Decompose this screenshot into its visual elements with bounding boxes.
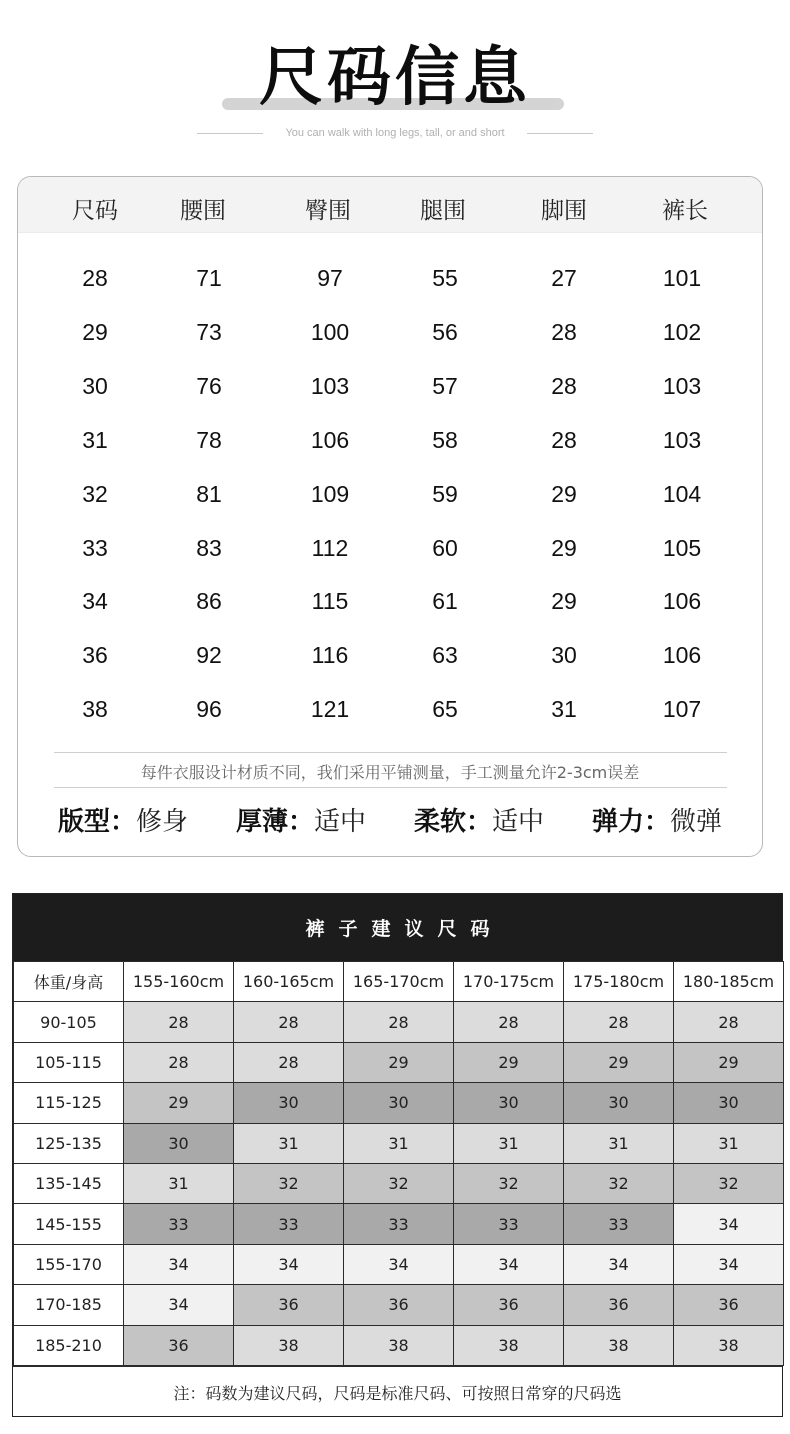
- recommendation-title: 裤子建议尺码: [13, 894, 782, 961]
- size-cell-leg-opening: 30: [551, 642, 577, 669]
- attribute-fit: [58, 801, 188, 838]
- recommended-size-cell: 31: [234, 1123, 344, 1163]
- recommended-size-cell: 30: [564, 1083, 674, 1123]
- table-row: [14, 1325, 784, 1365]
- recommended-size-cell: 29: [344, 1042, 454, 1082]
- recommended-size-cell: 28: [124, 1042, 234, 1082]
- recommended-size-cell: 36: [454, 1285, 564, 1325]
- recommended-size-cell: 38: [454, 1325, 564, 1365]
- size-cell-thigh: 61: [432, 588, 458, 615]
- height-header: 165-170cm: [344, 962, 454, 1002]
- recommended-size-cell: 28: [124, 1002, 234, 1042]
- recommended-size-cell: 33: [124, 1204, 234, 1244]
- size-cell-leg-opening: 27: [551, 265, 577, 291]
- size-cell-size: 32: [82, 480, 108, 507]
- recommended-size-cell: 31: [564, 1123, 674, 1163]
- size-cell-waist: 86: [196, 588, 222, 615]
- size-cell-thigh: 55: [432, 265, 458, 291]
- page-title: 尺码信息: [259, 41, 531, 115]
- size-cell-length: 106: [662, 588, 702, 615]
- recommendation-note: 注：码数为建议尺码，尺码是标准尺码、可按照日常穿的尺码选: [13, 1366, 782, 1418]
- size-cell-thigh: 65: [432, 696, 458, 723]
- recommended-size-cell: 34: [124, 1244, 234, 1284]
- subtitle-divider-left: [197, 133, 263, 134]
- recommended-size-cell: 29: [124, 1083, 234, 1123]
- size-cell-size: 38: [82, 696, 108, 723]
- weight-label: 135-145: [14, 1163, 124, 1203]
- recommended-size-cell: 38: [234, 1325, 344, 1365]
- size-cell-size: 34: [82, 588, 108, 615]
- size-cell-hip: 106: [310, 426, 350, 453]
- table-row: [14, 1083, 784, 1123]
- table-row: [14, 1204, 784, 1244]
- weight-label: 105-115: [14, 1042, 124, 1082]
- recommended-size-cell: 28: [344, 1002, 454, 1042]
- size-cell-waist: 81: [196, 480, 222, 507]
- weight-label: 170-185: [14, 1285, 124, 1325]
- size-cell-leg-opening: 28: [551, 318, 577, 345]
- size-cell-length: 105: [662, 534, 702, 561]
- weight-label: 115-125: [14, 1083, 124, 1123]
- recommended-size-cell: 36: [344, 1285, 454, 1325]
- table-row: [14, 1244, 784, 1284]
- table-row: [14, 1285, 784, 1325]
- weight-label: 90-105: [14, 1002, 124, 1042]
- recommended-size-cell: 29: [454, 1042, 564, 1082]
- size-cell-waist: 92: [196, 642, 222, 669]
- recommended-size-cell: 33: [234, 1204, 344, 1244]
- recommended-size-cell: 38: [344, 1325, 454, 1365]
- recommended-size-cell: 30: [344, 1083, 454, 1123]
- size-cell-size: 29: [82, 318, 108, 345]
- recommended-size-cell: 36: [564, 1285, 674, 1325]
- size-cell-waist: 76: [196, 372, 222, 399]
- size-cell-size: 31: [82, 426, 108, 453]
- size-cell-leg-opening: 29: [551, 480, 577, 507]
- recommendation-table: [13, 961, 784, 1366]
- size-cell-waist: 73: [196, 318, 222, 345]
- measurement-note: 每件衣服设计材质不同，我们采用平铺测量，手工测量允许2-3cm误差: [140, 763, 640, 782]
- attribute-label: 厚薄：: [236, 807, 315, 837]
- subtitle-divider-right: [527, 133, 593, 134]
- size-cell-leg-opening: 28: [551, 426, 577, 453]
- recommended-size-cell: 30: [124, 1123, 234, 1163]
- recommended-size-cell: 29: [674, 1042, 784, 1082]
- size-cell-size: 36: [82, 642, 108, 669]
- recommended-size-cell: 32: [564, 1163, 674, 1203]
- recommended-size-cell: 31: [124, 1163, 234, 1203]
- size-cell-length: 103: [662, 426, 702, 453]
- attribute-value: 微弹: [670, 807, 723, 837]
- recommended-size-cell: 28: [564, 1002, 674, 1042]
- size-cell-length: 103: [662, 372, 702, 399]
- recommended-size-cell: 33: [454, 1204, 564, 1244]
- size-cell-hip: 116: [311, 642, 349, 669]
- size-cell-thigh: 63: [432, 642, 458, 669]
- recommended-size-cell: 38: [564, 1325, 674, 1365]
- attribute-label: 弹力：: [592, 807, 671, 837]
- size-cell-hip: 112: [311, 534, 349, 561]
- size-cell-waist: 83: [196, 534, 222, 561]
- recommended-size-cell: 33: [344, 1204, 454, 1244]
- size-cell-hip: 121: [310, 696, 350, 723]
- size-cell-thigh: 60: [432, 534, 458, 561]
- attribute-value: 适中: [492, 807, 545, 837]
- column-header-hip: 臀围: [305, 198, 351, 224]
- recommended-size-cell: 30: [454, 1083, 564, 1123]
- recommended-size-cell: 32: [344, 1163, 454, 1203]
- attribute-value: 修身: [136, 807, 189, 837]
- attribute-elasticity: [592, 801, 722, 838]
- size-recommendation-card: [12, 893, 783, 1417]
- size-cell-hip: 103: [310, 372, 350, 399]
- recommended-size-cell: 34: [344, 1244, 454, 1284]
- height-header: 155-160cm: [124, 962, 234, 1002]
- column-header-thigh: 腿围: [420, 198, 466, 224]
- recommended-size-cell: 28: [454, 1002, 564, 1042]
- recommended-size-cell: 34: [454, 1244, 564, 1284]
- size-cell-leg-opening: 29: [551, 588, 577, 615]
- height-header: 160-165cm: [234, 962, 344, 1002]
- attribute-thickness: [236, 801, 366, 838]
- size-cell-leg-opening: 29: [551, 534, 577, 561]
- height-header: 180-185cm: [674, 962, 784, 1002]
- recommended-size-cell: 32: [454, 1163, 564, 1203]
- size-cell-hip: 97: [317, 265, 343, 291]
- height-header: 175-180cm: [564, 962, 674, 1002]
- table-row: [14, 1002, 784, 1042]
- recommended-size-cell: 34: [564, 1244, 674, 1284]
- size-cell-thigh: 57: [432, 372, 458, 399]
- size-cell-length: 102: [662, 318, 702, 345]
- size-cell-leg-opening: 31: [551, 696, 577, 723]
- recommended-size-cell: 38: [674, 1325, 784, 1365]
- size-cell-waist: 96: [196, 696, 222, 723]
- size-cell-hip: 115: [311, 588, 349, 615]
- recommended-size-cell: 31: [674, 1123, 784, 1163]
- recommended-size-cell: 34: [124, 1285, 234, 1325]
- table-row: [14, 1163, 784, 1203]
- attribute-value: 适中: [314, 807, 367, 837]
- recommended-size-cell: 30: [674, 1083, 784, 1123]
- size-cell-hip: 109: [310, 480, 350, 507]
- recommended-size-cell: 29: [564, 1042, 674, 1082]
- note-divider-bottom: [54, 787, 727, 788]
- attribute-label: 柔软：: [414, 807, 493, 837]
- subtitle-text: You can walk with long legs, tall, or and short: [285, 127, 505, 139]
- recommended-size-cell: 31: [344, 1123, 454, 1163]
- recommendation-header-row: [14, 962, 784, 1002]
- weight-label: 185-210: [14, 1325, 124, 1365]
- recommended-size-cell: 34: [674, 1204, 784, 1244]
- size-cell-waist: 78: [196, 426, 222, 453]
- size-cell-length: 107: [662, 696, 702, 723]
- attribute-label: 版型：: [58, 807, 137, 837]
- recommended-size-cell: 28: [674, 1002, 784, 1042]
- size-cell-leg-opening: 28: [551, 372, 577, 399]
- recommended-size-cell: 33: [564, 1204, 674, 1244]
- size-cell-length: 104: [662, 480, 702, 507]
- recommended-size-cell: 32: [674, 1163, 784, 1203]
- column-header-leg-opening: 脚围: [541, 198, 587, 224]
- column-header-length: 裤长: [662, 198, 708, 224]
- recommended-size-cell: 32: [234, 1163, 344, 1203]
- recommended-size-cell: 36: [234, 1285, 344, 1325]
- size-cell-size: 28: [82, 265, 108, 291]
- column-header-waist: 腰围: [180, 198, 226, 224]
- attribute-softness: [414, 801, 544, 838]
- recommended-size-cell: 28: [234, 1042, 344, 1082]
- size-table-header: [18, 177, 762, 233]
- size-cell-length: 106: [662, 642, 702, 669]
- size-cell-thigh: 56: [432, 318, 458, 345]
- size-cell-thigh: 58: [432, 426, 458, 453]
- recommended-size-cell: 31: [454, 1123, 564, 1163]
- size-info-card: [17, 176, 763, 857]
- size-cell-size: 30: [82, 372, 108, 399]
- corner-header: 体重/身高: [14, 962, 124, 1002]
- weight-label: 125-135: [14, 1123, 124, 1163]
- height-header: 170-175cm: [454, 962, 564, 1002]
- weight-label: 155-170: [14, 1244, 124, 1284]
- weight-label: 145-155: [14, 1204, 124, 1244]
- recommended-size-cell: 36: [674, 1285, 784, 1325]
- size-cell-length: 101: [662, 265, 702, 291]
- recommendation-body: [14, 1002, 784, 1366]
- subtitle-row: [197, 125, 593, 141]
- size-cell-hip: 100: [310, 318, 350, 345]
- recommended-size-cell: 34: [674, 1244, 784, 1284]
- note-divider-top: [54, 752, 727, 753]
- size-cell-size: 33: [82, 534, 108, 561]
- size-cell-waist: 71: [196, 265, 222, 291]
- table-row: [14, 1042, 784, 1082]
- size-cell-thigh: 59: [432, 480, 458, 507]
- recommended-size-cell: 36: [124, 1325, 234, 1365]
- recommended-size-cell: 30: [234, 1083, 344, 1123]
- table-row: [14, 1123, 784, 1163]
- column-header-size: 尺码: [72, 198, 118, 224]
- recommended-size-cell: 34: [234, 1244, 344, 1284]
- recommended-size-cell: 28: [234, 1002, 344, 1042]
